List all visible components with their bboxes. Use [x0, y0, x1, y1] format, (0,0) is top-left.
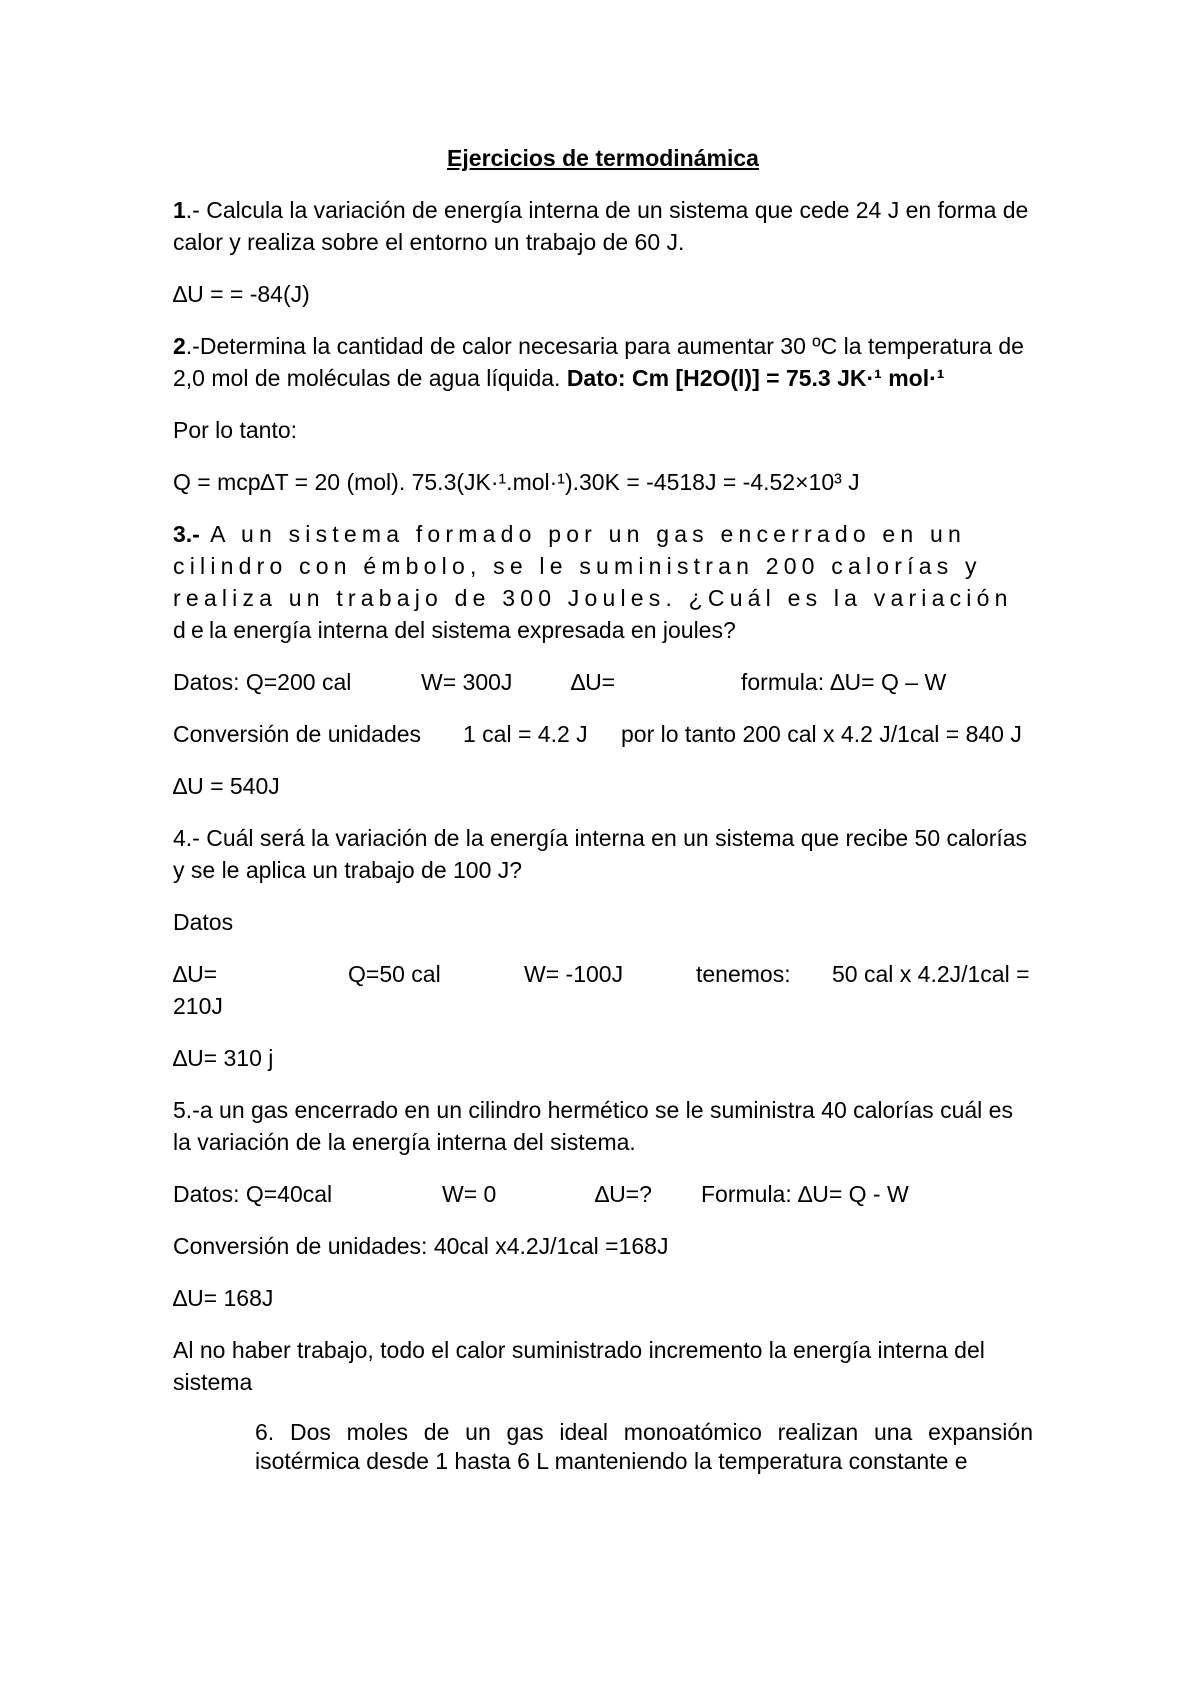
exercise-5-formula: Formula: ∆U= Q - W: [701, 1181, 909, 1207]
exercise-4-data-line: [173, 958, 1033, 1022]
exercise-1-statement: .- Calcula la variación de energía interna de un sistema que cede 24 J en forma de calor y realiza sobre el entorno un trabajo de 60 J.: [173, 197, 1029, 255]
exercise-1-text: [173, 194, 1033, 258]
page-title: Ejercicios de termodinámica: [447, 145, 759, 171]
exercise-2-number: 2: [173, 333, 186, 359]
exercise-4-w: W= -100J: [524, 961, 624, 987]
exercise-4-calc: 50 cal x 4.2J/1cal = 210J: [173, 961, 1030, 1019]
exercise-5-conversion: Conversión de unidades: 40cal x4.2J/1cal =168J: [173, 1233, 669, 1259]
exercise-4-q: Q=50 cal: [348, 961, 441, 987]
exercise-5-du: ∆U=?: [595, 1181, 652, 1207]
exercise-4-datos: Datos: [173, 909, 234, 935]
exercise-4-text: 4.- Cuál será la variación de la energía interna en un sistema que recibe 50 calorías y se le aplica un trabajo de 100 J?: [173, 825, 1028, 883]
exercise-2-text: [173, 330, 1033, 394]
exercise-1-answer: ∆U = = -84(J): [173, 281, 310, 307]
exercise-3-w: W= 300J: [421, 669, 513, 695]
exercise-3-du: ∆U=: [571, 669, 616, 695]
exercise-5-w: W= 0: [442, 1181, 497, 1207]
exercise-4-result: ∆U= 310 j: [173, 1045, 274, 1071]
exercise-3-result: ∆U = 540J: [173, 773, 280, 799]
exercise-3-datos-line: [173, 666, 1033, 698]
exercise-5-conclusion: Al no haber trabajo, todo el calor suministrado incremento la energía interna del sistema: [173, 1337, 985, 1395]
exercise-2-dato: Dato: Cm [H2O(l)] = 75.3 JK·¹ mol·¹: [566, 365, 945, 391]
exercise-4-du: ∆U=: [173, 961, 218, 987]
exercise-6-text: 6. Dos moles de un gas ideal monoatómico realizan una expansión isotérmica desde 1 hasta 6 L manteniendo la temperatura constante e: [255, 1419, 1033, 1474]
exercise-3-text: [173, 518, 1033, 646]
exercise-3-conversion-rest: por lo tanto 200 cal x 4.2 J/1cal = 840 J: [621, 721, 1022, 747]
exercise-3-statement-rest: la energía interna del sistema expresada en joules?: [208, 617, 736, 643]
exercise-3-conversion-eq: 1 cal = 4.2 J: [463, 721, 588, 747]
exercise-3-datos: Datos: Q=200 cal: [173, 669, 352, 695]
exercise-5-text: 5.-a un gas encerrado en un cilindro hermético se le suministra 40 calorías cuál es la variación de la energía interna del sistema.: [173, 1097, 1013, 1155]
exercise-3-statement-spaced: A un sistema formado por un gas encerrado en un cilindro con émbolo, se le suministran 200 calorías y realiza un trabajo de 300 Joules. ¿Cuál es la variación de: [173, 521, 1013, 643]
exercise-4-tenemos: tenemos:: [696, 961, 791, 987]
exercise-3-number: 3.-: [173, 521, 200, 547]
exercise-3-conversion-label: Conversión de unidades: [173, 721, 422, 747]
exercise-5-datos: Datos: Q=40cal: [173, 1181, 333, 1207]
exercise-1-number: 1: [173, 197, 186, 223]
exercise-3-formula: formula: ∆U= Q – W: [741, 669, 947, 695]
exercise-2-statement: .-Determina la cantidad de calor necesaria para aumentar 30 ºC la temperatura de 2,0 mol de moléculas de agua líquida.: [173, 333, 1024, 391]
exercise-2-por-lo-tanto: Por lo tanto:: [173, 417, 298, 443]
exercise-5-data-line: [173, 1178, 1033, 1210]
document-page: [173, 142, 1033, 1496]
exercise-3-conversion: [173, 718, 1033, 750]
exercise-2-calculation: Q = mcp∆T = 20 (mol). 75.3(JK·¹.mol·¹).30K = -4518J = -4.52×10³ J: [173, 469, 860, 495]
exercise-5-result: ∆U= 168J: [173, 1285, 274, 1311]
